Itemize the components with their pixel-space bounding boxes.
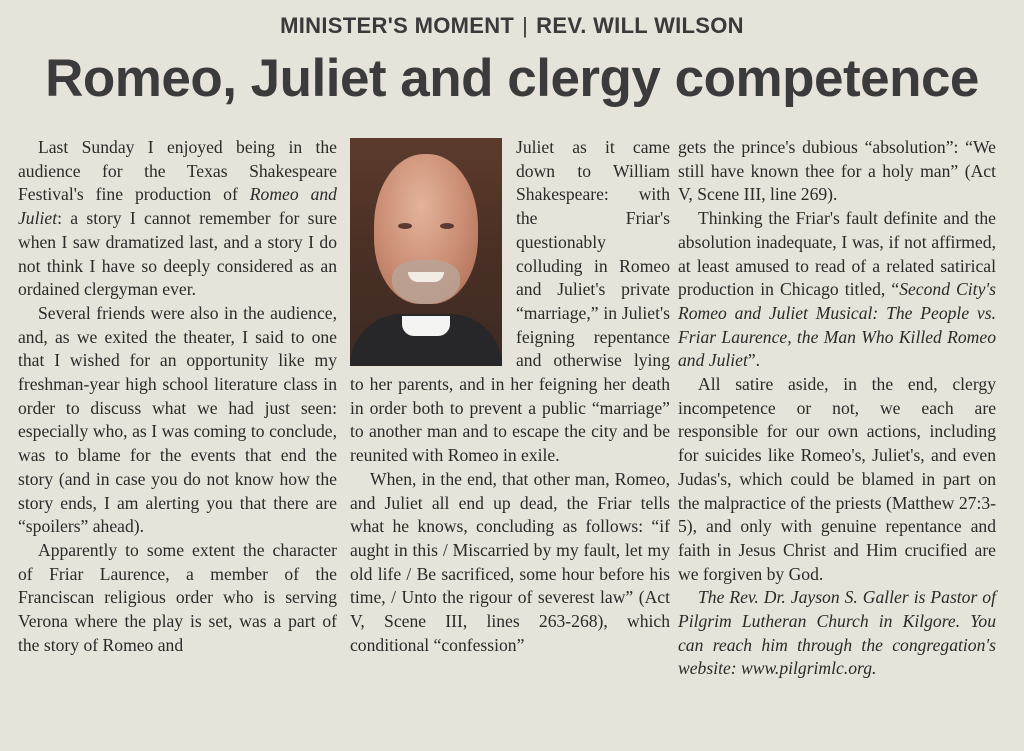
author-photo: [350, 138, 502, 366]
author-photo-eyes: [394, 220, 458, 234]
paragraph-4-continued: gets the prince's dubious “absolution”: “We still have known thee for a holy man” (Act V, Scene III, line 269).: [678, 137, 996, 205]
paragraph-3: Apparently to some extent the character of Friar Laurence, a member of the Franciscan religious order who is serving Verona where the play is set, was a part of the story of Romeo and: [18, 539, 337, 655]
play-title: Romeo and Juliet: [18, 184, 337, 229]
paragraph-5-text-a: Thinking the Friar's fault definite and the absolution inadequate, I was, if not affirmed, at least amused to read of a related satirical production in Chicago titled, “: [678, 208, 996, 300]
paragraph-5: [678, 207, 996, 373]
paragraph-3-continued: Juliet as it came down to William Shakespeare: with the Friar's questionably colluding in Romeo and Juliet's private “marriage,” in Juliet's feigning repentance and otherwise lying to her parents, and in her feigning her death in order both to prevent a public “marriage” to another man and to escape the city and be reunited with Romeo in exile.: [350, 137, 670, 466]
author-photo-beard: [392, 260, 460, 304]
paragraph-6: All satire aside, in the end, clergy incompetence or not, we each are responsible for our own actions, including for suicides like Romeo's, Juliet's, and even Judas's, which could be blamed in part on the malpractice of the priests (Matthew 27:3-5), and only with genuine repentance and faith in Jesus Christ and Him crucified are we forgiven by God.: [678, 374, 996, 584]
headline: Romeo, Juliet and clergy competence: [45, 49, 979, 108]
paragraph-1-text-a: Last Sunday I enjoyed being in the audience for the Texas Shakespeare Festival's fine production of: [18, 137, 337, 205]
article-column-3: [678, 136, 996, 681]
column-name: MINISTER'S MOMENT: [280, 13, 515, 38]
paragraph-2: Several friends were also in the audience, and, as we exited the theater, I said to one that I wished for an opportunity like my freshman-year high school literature class in order to discuss what we had just seen: especially who, as I was coming to conclude, was to blame for the events that end the story (and in case you do not know how the story ends, I am alerting you that there are “spoilers” ahead).: [18, 302, 337, 537]
kicker-separator: |: [522, 13, 529, 38]
satire-title: Second City's Romeo and Juliet Musical: The People vs. Friar Laurence, the Man Who Killed Romeo and Juliet: [678, 279, 996, 371]
column-kicker: [0, 13, 1024, 39]
author-bio: The Rev. Dr. Jayson S. Galler is Pastor of Pilgrim Lutheran Church in Kilgore. You can reach him through the congregation's website: www.pilgrimlc.org.: [678, 587, 996, 679]
paragraph-5-text-b: ”.: [747, 350, 761, 371]
paragraph-1-text-b: : a story I cannot remember for sure when I saw dramatized last, and a story I do not think I have so deeply considered as an ordained clergyman ever.: [18, 208, 337, 300]
author-byline: REV. WILL WILSON: [536, 13, 744, 38]
author-photo-collar: [402, 316, 450, 336]
article-column-2: [350, 136, 670, 657]
paragraph-1: [18, 136, 337, 302]
author-photo-smile: [408, 272, 444, 282]
paragraph-4: When, in the end, that other man, Romeo, and Juliet all end up dead, the Friar tells what he knows, concluding as follows: “if aught in this / Miscarried by my fault, let my old life / Be sacrificed, some hour before his time, / Unto the rigour of severest law” (Act V, Scene III, lines 263-268), which conditional “confession”: [350, 468, 670, 655]
article-column-1: [18, 136, 337, 657]
